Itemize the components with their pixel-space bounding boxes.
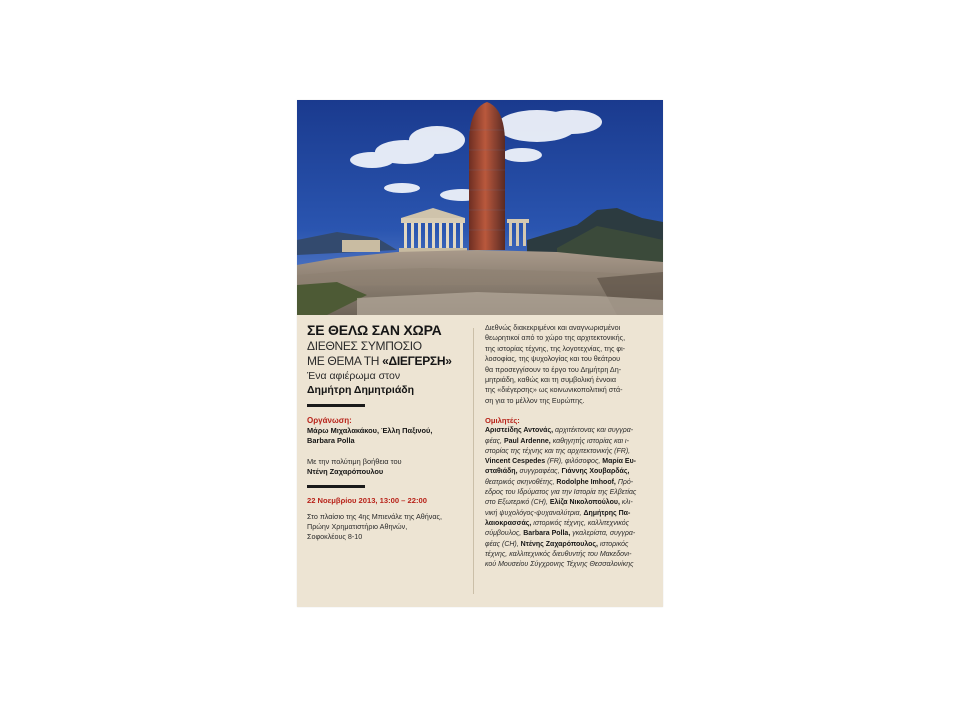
speaker-name: Αριστείδης Αντονάς, [485, 427, 554, 435]
organizers-label: Οργάνωση: [307, 416, 352, 425]
speaker-role: νική ψυχολόγος-ψυχαναλύτρια, [485, 509, 584, 517]
description-line: Διεθνώς διακεκριμένοι και αναγνωρισμένοι [485, 323, 621, 332]
description-line: λοσοφίας, της ψυχολογίας και του θεάτρου [485, 354, 620, 364]
venue-block [307, 512, 475, 543]
speaker-role: φέας (CH), [485, 540, 521, 548]
speaker-role: ιστορικός [598, 540, 629, 548]
description-line: της ιστορίας τέχνης, της λογοτεχνίας, της φι- [485, 343, 626, 353]
speakers-line [485, 426, 655, 436]
speakers-line [485, 447, 655, 457]
poster-right-column [485, 323, 655, 570]
speaker-name: Γιάννης Χουβαρδάς, [561, 468, 630, 476]
description-paragraph [485, 323, 655, 406]
description-line: θεωρητικοί από το χώρο της αρχιτεκτονικής, [485, 333, 626, 343]
speakers-list [485, 426, 655, 570]
speaker-role: (FR), φιλόσοφος, [545, 458, 603, 466]
subtitle-line-2-prefix: ΜΕ ΘΕΜΑ ΤΗ [307, 354, 380, 368]
speakers-label: Ομιλητές: [485, 416, 520, 426]
speaker-name: Paul Ardenne, [503, 437, 551, 445]
speaker-role: συγγραφέας, [517, 468, 562, 476]
description-line: μητριάδη, καθώς και τη συμβολική έννοια [485, 375, 617, 385]
speaker-role: θεατρικός σκηνοθέτης, [485, 478, 557, 486]
speaker-name: Μαρία Ευ- [602, 458, 636, 466]
speaker-role: εδρος του Ιδρύματος για την Ιστορία της Ελβετίας [485, 489, 637, 497]
speakers-line [485, 540, 655, 550]
speaker-role: στο Εξωτερικό (CH), [485, 499, 550, 507]
speakers-line [485, 509, 655, 519]
venue-line-1: Στο πλαίσιο της 4ης Μπιενάλε της Αθήνας, [307, 511, 442, 521]
poster-title: ΣΕ ΘΕΛΩ ΣΑΝ ΧΩΡΑ [307, 322, 442, 338]
speaker-role: στορίας της τέχνης και της αρχιτεκτονικής (FR), [485, 447, 631, 455]
speakers-line [485, 467, 655, 477]
honoree-name: Δημήτρη Δημητριάδη [307, 384, 415, 396]
speaker-name: Ντένης Ζαχαρόπουλος, [520, 540, 599, 548]
speakers-line [485, 529, 655, 539]
subtitle-line-2-emphasis: «ΔΙΕΓΕΡΣΗ» [382, 354, 452, 368]
speaker-role: Πρό- [615, 478, 634, 486]
column-divider [473, 328, 474, 594]
venue-line-3: Σοφοκλέους 8-10 [307, 532, 363, 542]
speaker-role: ιστορικός τέχνης, καλλιτεχνικός [531, 519, 630, 527]
support-name: Ντένη Ζαχαρόπουλου [307, 467, 384, 477]
speakers-line [485, 550, 655, 560]
speaker-role: γκαλερίστα, συγγρα- [570, 530, 636, 538]
poster-left-column [307, 322, 475, 542]
speaker-name: Δημήτρης Πα- [583, 509, 631, 517]
speakers-line [485, 498, 655, 508]
speaker-name: Rodolphe Imhoof, [556, 478, 616, 486]
event-date: 22 Νοεμβρίου 2013, 13:00 – 22:00 [307, 495, 427, 505]
support-text: Με την πολύτιμη βοήθεια του [307, 456, 402, 466]
speaker-role: καθηγητής ιστορίας και ι- [550, 437, 629, 445]
speakers-line [485, 478, 655, 488]
venue-line-2: Πρώην Χρηματιστήριο Αθηνών, [307, 522, 408, 532]
speaker-role: τέχνης, καλλιτεχνικός διευθυντής του Μακεδονι- [485, 550, 632, 558]
speaker-name: σταθιάδη, [485, 468, 518, 476]
speakers-line [485, 519, 655, 529]
speaker-role: κλι- [619, 499, 633, 507]
section-rule [307, 404, 365, 407]
tribute-text: Ένα αφιέρωμα στον [307, 370, 401, 382]
speakers-line [485, 560, 655, 570]
speaker-name: Vincent Cespedes [485, 458, 546, 466]
speakers-line [485, 457, 655, 467]
speakers-line [485, 437, 655, 447]
speaker-name: Ελίζα Νικολοπούλου, [549, 499, 620, 507]
speakers-line [485, 488, 655, 498]
speaker-name: λαιοκρασσάς, [485, 519, 532, 527]
speaker-role: σύμβουλος, [485, 530, 524, 538]
speaker-role: φέας, [485, 437, 504, 445]
speaker-role: αρχιτέκτονας και συγγρα- [553, 427, 634, 435]
description-line: της «διέγερσης» ως κοινωνικοπολιτική στά- [485, 385, 623, 395]
subtitle-line-1: ΔΙΕΘΝΕΣ ΣΥΜΠΟΣΙΟ [307, 339, 422, 353]
description-line: ση για το μέλλον της Ευρώπης. [485, 395, 585, 405]
organizers-line-1: Μάρω Μιχαλακάκου, Έλλη Παξινού, [307, 426, 433, 435]
organizers-line-2: Barbara Polla [307, 436, 355, 446]
poster-photo [297, 100, 663, 315]
event-poster [297, 100, 663, 607]
speaker-name: Barbara Polla, [523, 530, 571, 538]
acropolis-tower-photo [297, 100, 663, 315]
description-line: θα προσεγγίσουν το έργο του Δημήτρη Δη- [485, 364, 622, 374]
section-rule-2 [307, 485, 365, 488]
speaker-role: κού Μουσείου Σύγχρονης Τέχνης Θεσσαλονίκης [485, 561, 634, 569]
subtitle-line-2 [307, 354, 475, 369]
